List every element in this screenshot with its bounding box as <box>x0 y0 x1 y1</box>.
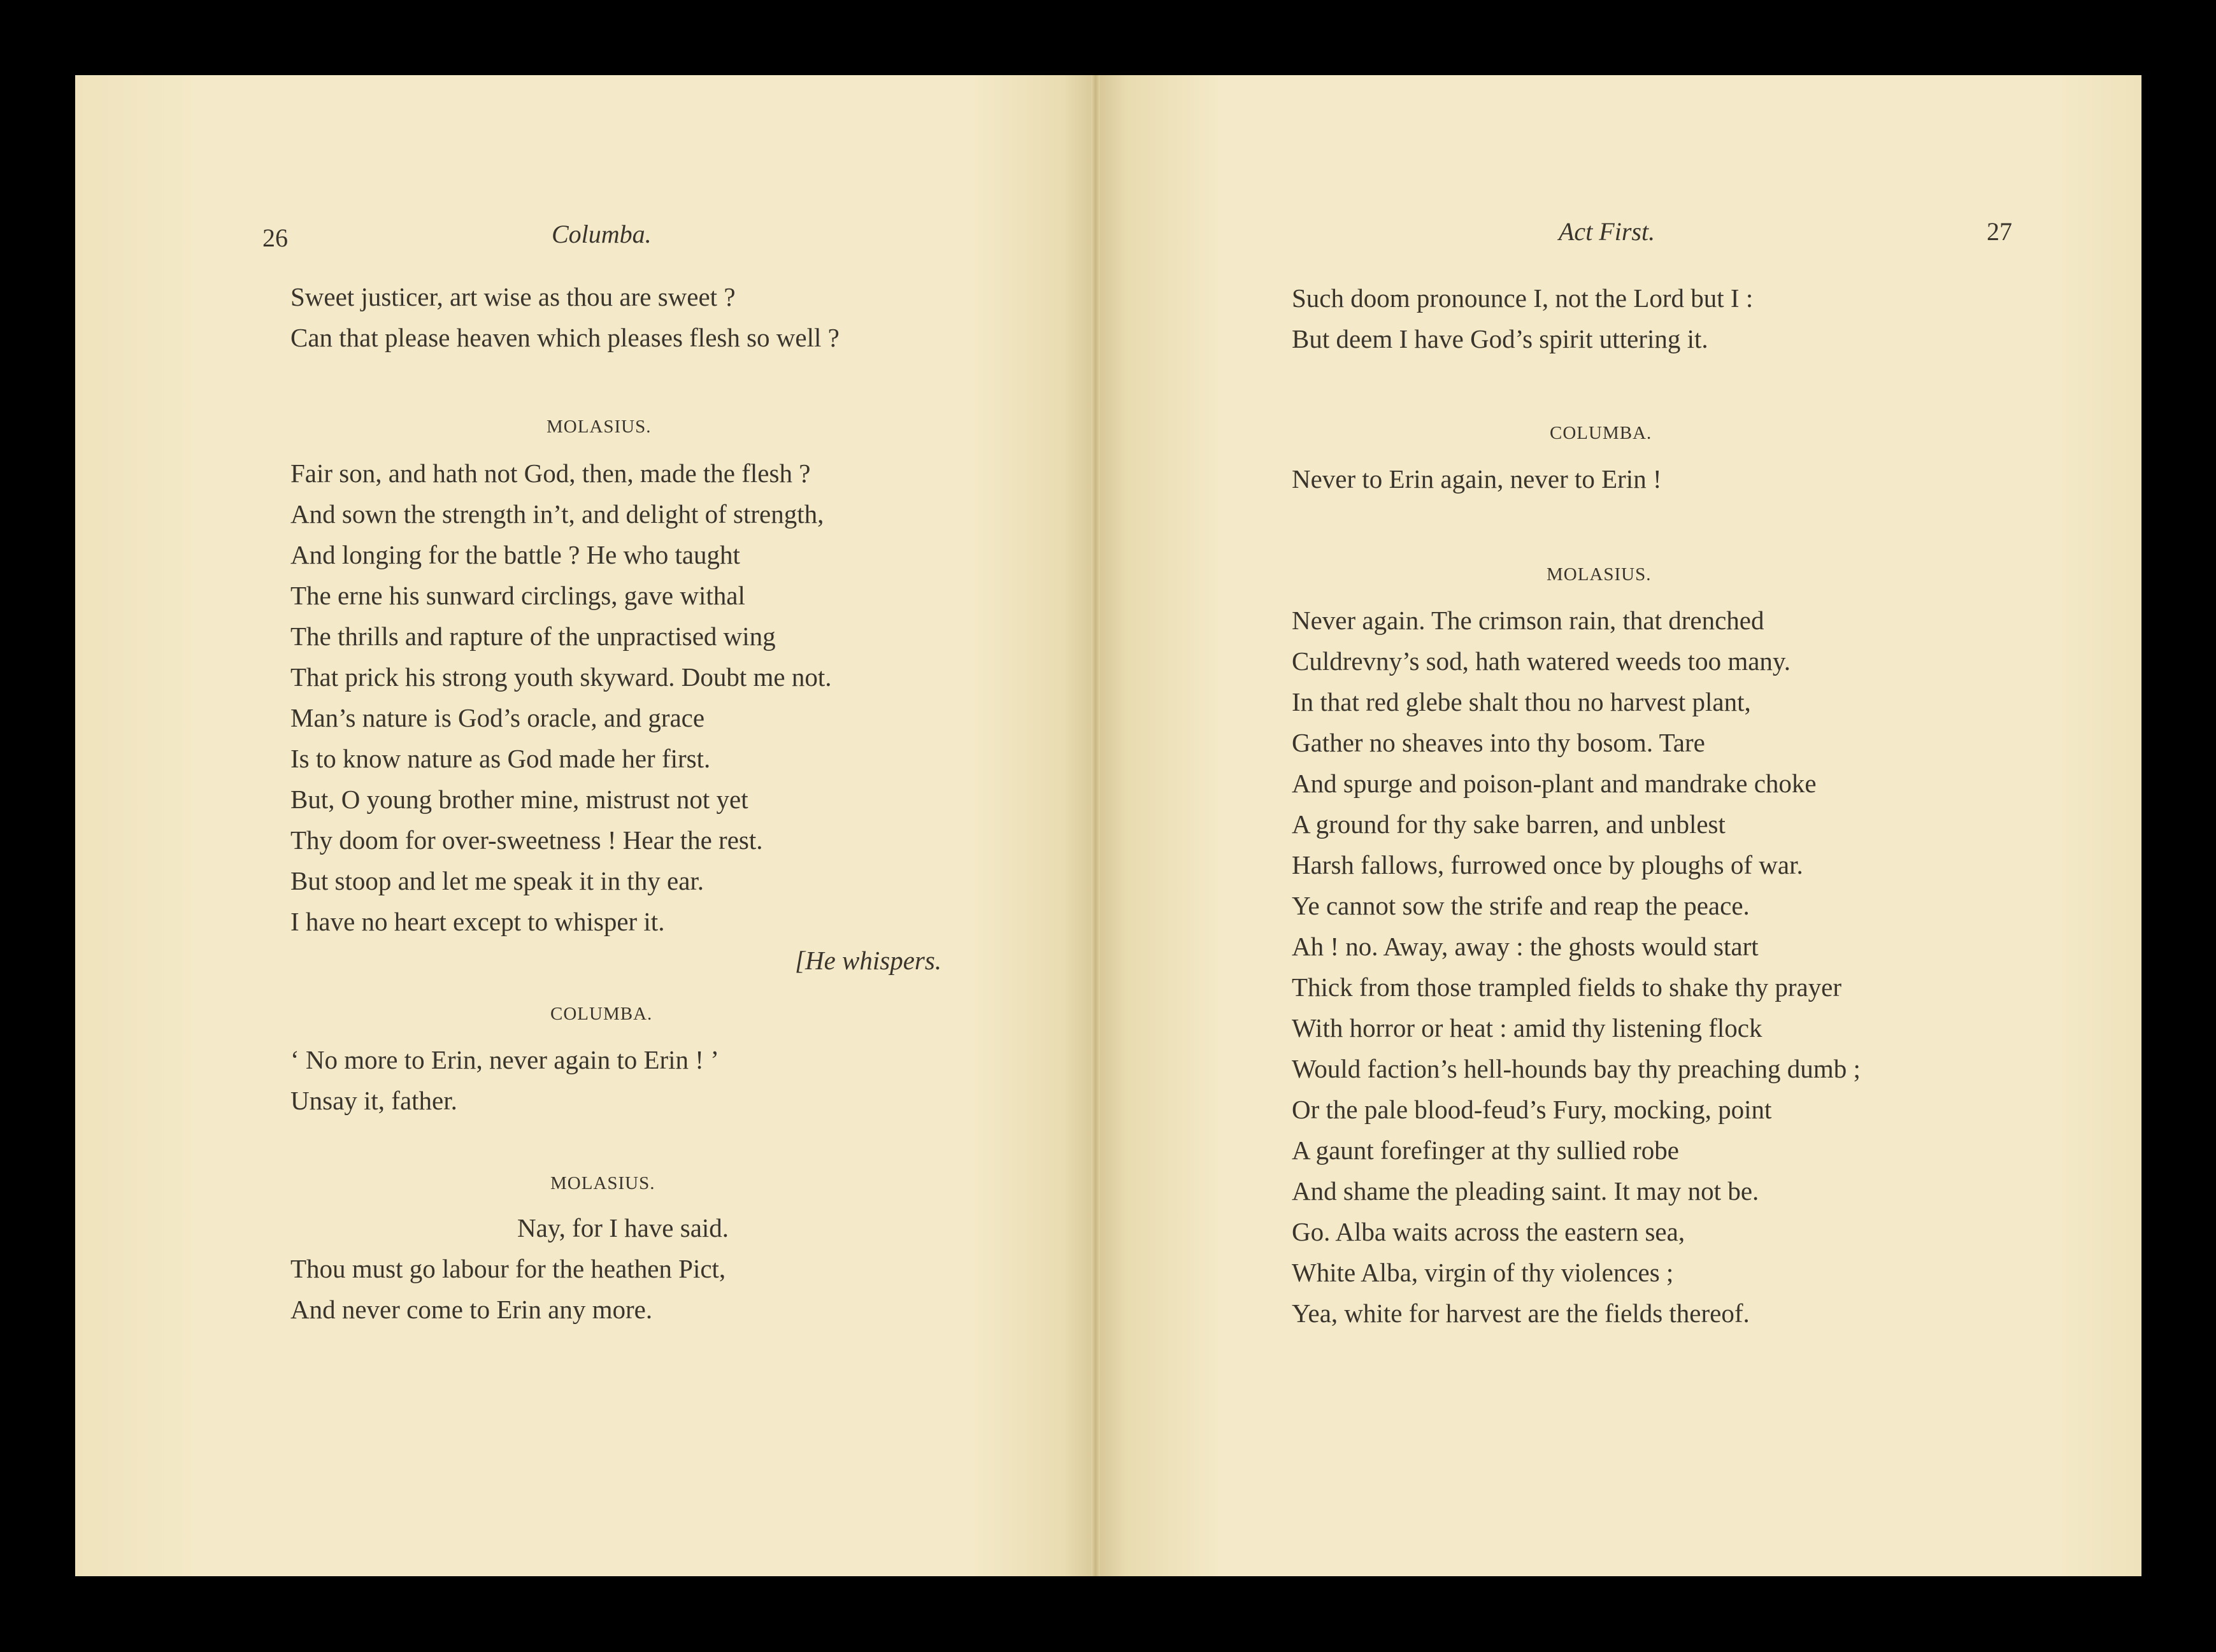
verse-line: And sown the strength in’t, and delight of strength, <box>290 499 824 529</box>
verse-line: ‘ No more to Erin, never again to Erin ! ’ <box>290 1045 719 1074</box>
verse-line: The thrills and rapture of the unpractised wing <box>290 622 776 651</box>
verse-line: And never come to Erin any more. <box>290 1295 653 1324</box>
page-number: 27 <box>1987 217 2012 246</box>
verse-line: But deem I have God’s spirit uttering it. <box>1292 324 1708 353</box>
verse-line: Never to Erin again, never to Erin ! <box>1292 464 1662 494</box>
verse-line: Can that please heaven which pleases flesh so well ? <box>290 323 840 352</box>
verse-line: The erne his sunward circlings, gave withal <box>290 581 745 610</box>
verse-line: Unsay it, father. <box>290 1086 457 1115</box>
verse-line: Culdrevny’s sod, hath watered weeds too many. <box>1292 646 1791 676</box>
speaker-name: COLUMBA. <box>1550 423 1652 443</box>
book-gutter <box>1091 75 1100 1576</box>
verse-line: Ah ! no. Away, away : the ghosts would start <box>1292 932 1759 961</box>
running-head: Act First. <box>1559 217 1655 246</box>
verse-line: A ground for thy sake barren, and unblest <box>1292 809 1726 839</box>
verse-line: Thou must go labour for the heathen Pict, <box>290 1254 726 1283</box>
verse-line: White Alba, virgin of thy violences ; <box>1292 1258 1674 1287</box>
verse-line: Would faction’s hell-hounds bay thy preaching dumb ; <box>1292 1054 1861 1083</box>
verse-line: Nay, for I have said. <box>517 1213 729 1243</box>
verse-line: A gaunt forefinger at thy sullied robe <box>1292 1136 1679 1165</box>
verse-line: And spurge and poison-plant and mandrake choke <box>1292 769 1817 798</box>
book-spread <box>75 75 2141 1576</box>
verse-line: Man’s nature is God’s oracle, and grace <box>290 703 705 732</box>
verse-line: With horror or heat : amid thy listening flock <box>1292 1013 1762 1043</box>
verse-line: Ye cannot sow the strife and reap the peace. <box>1292 891 1750 920</box>
verse-line: But, O young brother mine, mistrust not yet <box>290 785 748 814</box>
verse-line: In that red glebe shalt thou no harvest plant, <box>1292 687 1751 716</box>
verse-line: Thick from those trampled fields to shake thy prayer <box>1292 972 1842 1002</box>
verse-line: Is to know nature as God made her first. <box>290 744 711 773</box>
verse-line: That prick his strong youth skyward. Doubt me not. <box>290 662 832 692</box>
stage-direction: [He whispers. <box>795 946 942 975</box>
speaker-name: MOLASIUS. <box>547 417 652 437</box>
verse-line: But stoop and let me speak it in thy ear. <box>290 866 704 895</box>
page-number: 26 <box>262 224 288 252</box>
speaker-name: MOLASIUS. <box>550 1173 655 1193</box>
verse-line: And shame the pleading saint. It may not be. <box>1292 1176 1759 1206</box>
speaker-name: COLUMBA. <box>550 1004 653 1024</box>
verse-line: I have no heart except to whisper it. <box>290 907 665 936</box>
right-page <box>1094 75 2141 1576</box>
verse-line: Yea, white for harvest are the fields thereof. <box>1292 1299 1750 1328</box>
verse-line: Gather no sheaves into thy bosom. Tare <box>1292 728 1705 757</box>
running-head: Columba. <box>552 220 652 248</box>
verse-line: Sweet justicer, art wise as thou are sweet ? <box>290 282 736 311</box>
verse-line: Such doom pronounce I, not the Lord but I : <box>1292 283 1754 313</box>
verse-line: Or the pale blood-feud’s Fury, mocking, point <box>1292 1095 1772 1124</box>
speaker-name: MOLASIUS. <box>1547 564 1652 585</box>
verse-line: Fair son, and hath not God, then, made the flesh ? <box>290 459 811 488</box>
verse-line: And longing for the battle ? He who taught <box>290 540 740 569</box>
verse-line: Harsh fallows, furrowed once by ploughs of war. <box>1292 850 1803 879</box>
left-page <box>75 75 1094 1576</box>
verse-line: Thy doom for over-sweetness ! Hear the rest. <box>290 825 763 855</box>
verse-line: Go. Alba waits across the eastern sea, <box>1292 1217 1685 1246</box>
verse-line: Never again. The crimson rain, that drenched <box>1292 606 1764 635</box>
